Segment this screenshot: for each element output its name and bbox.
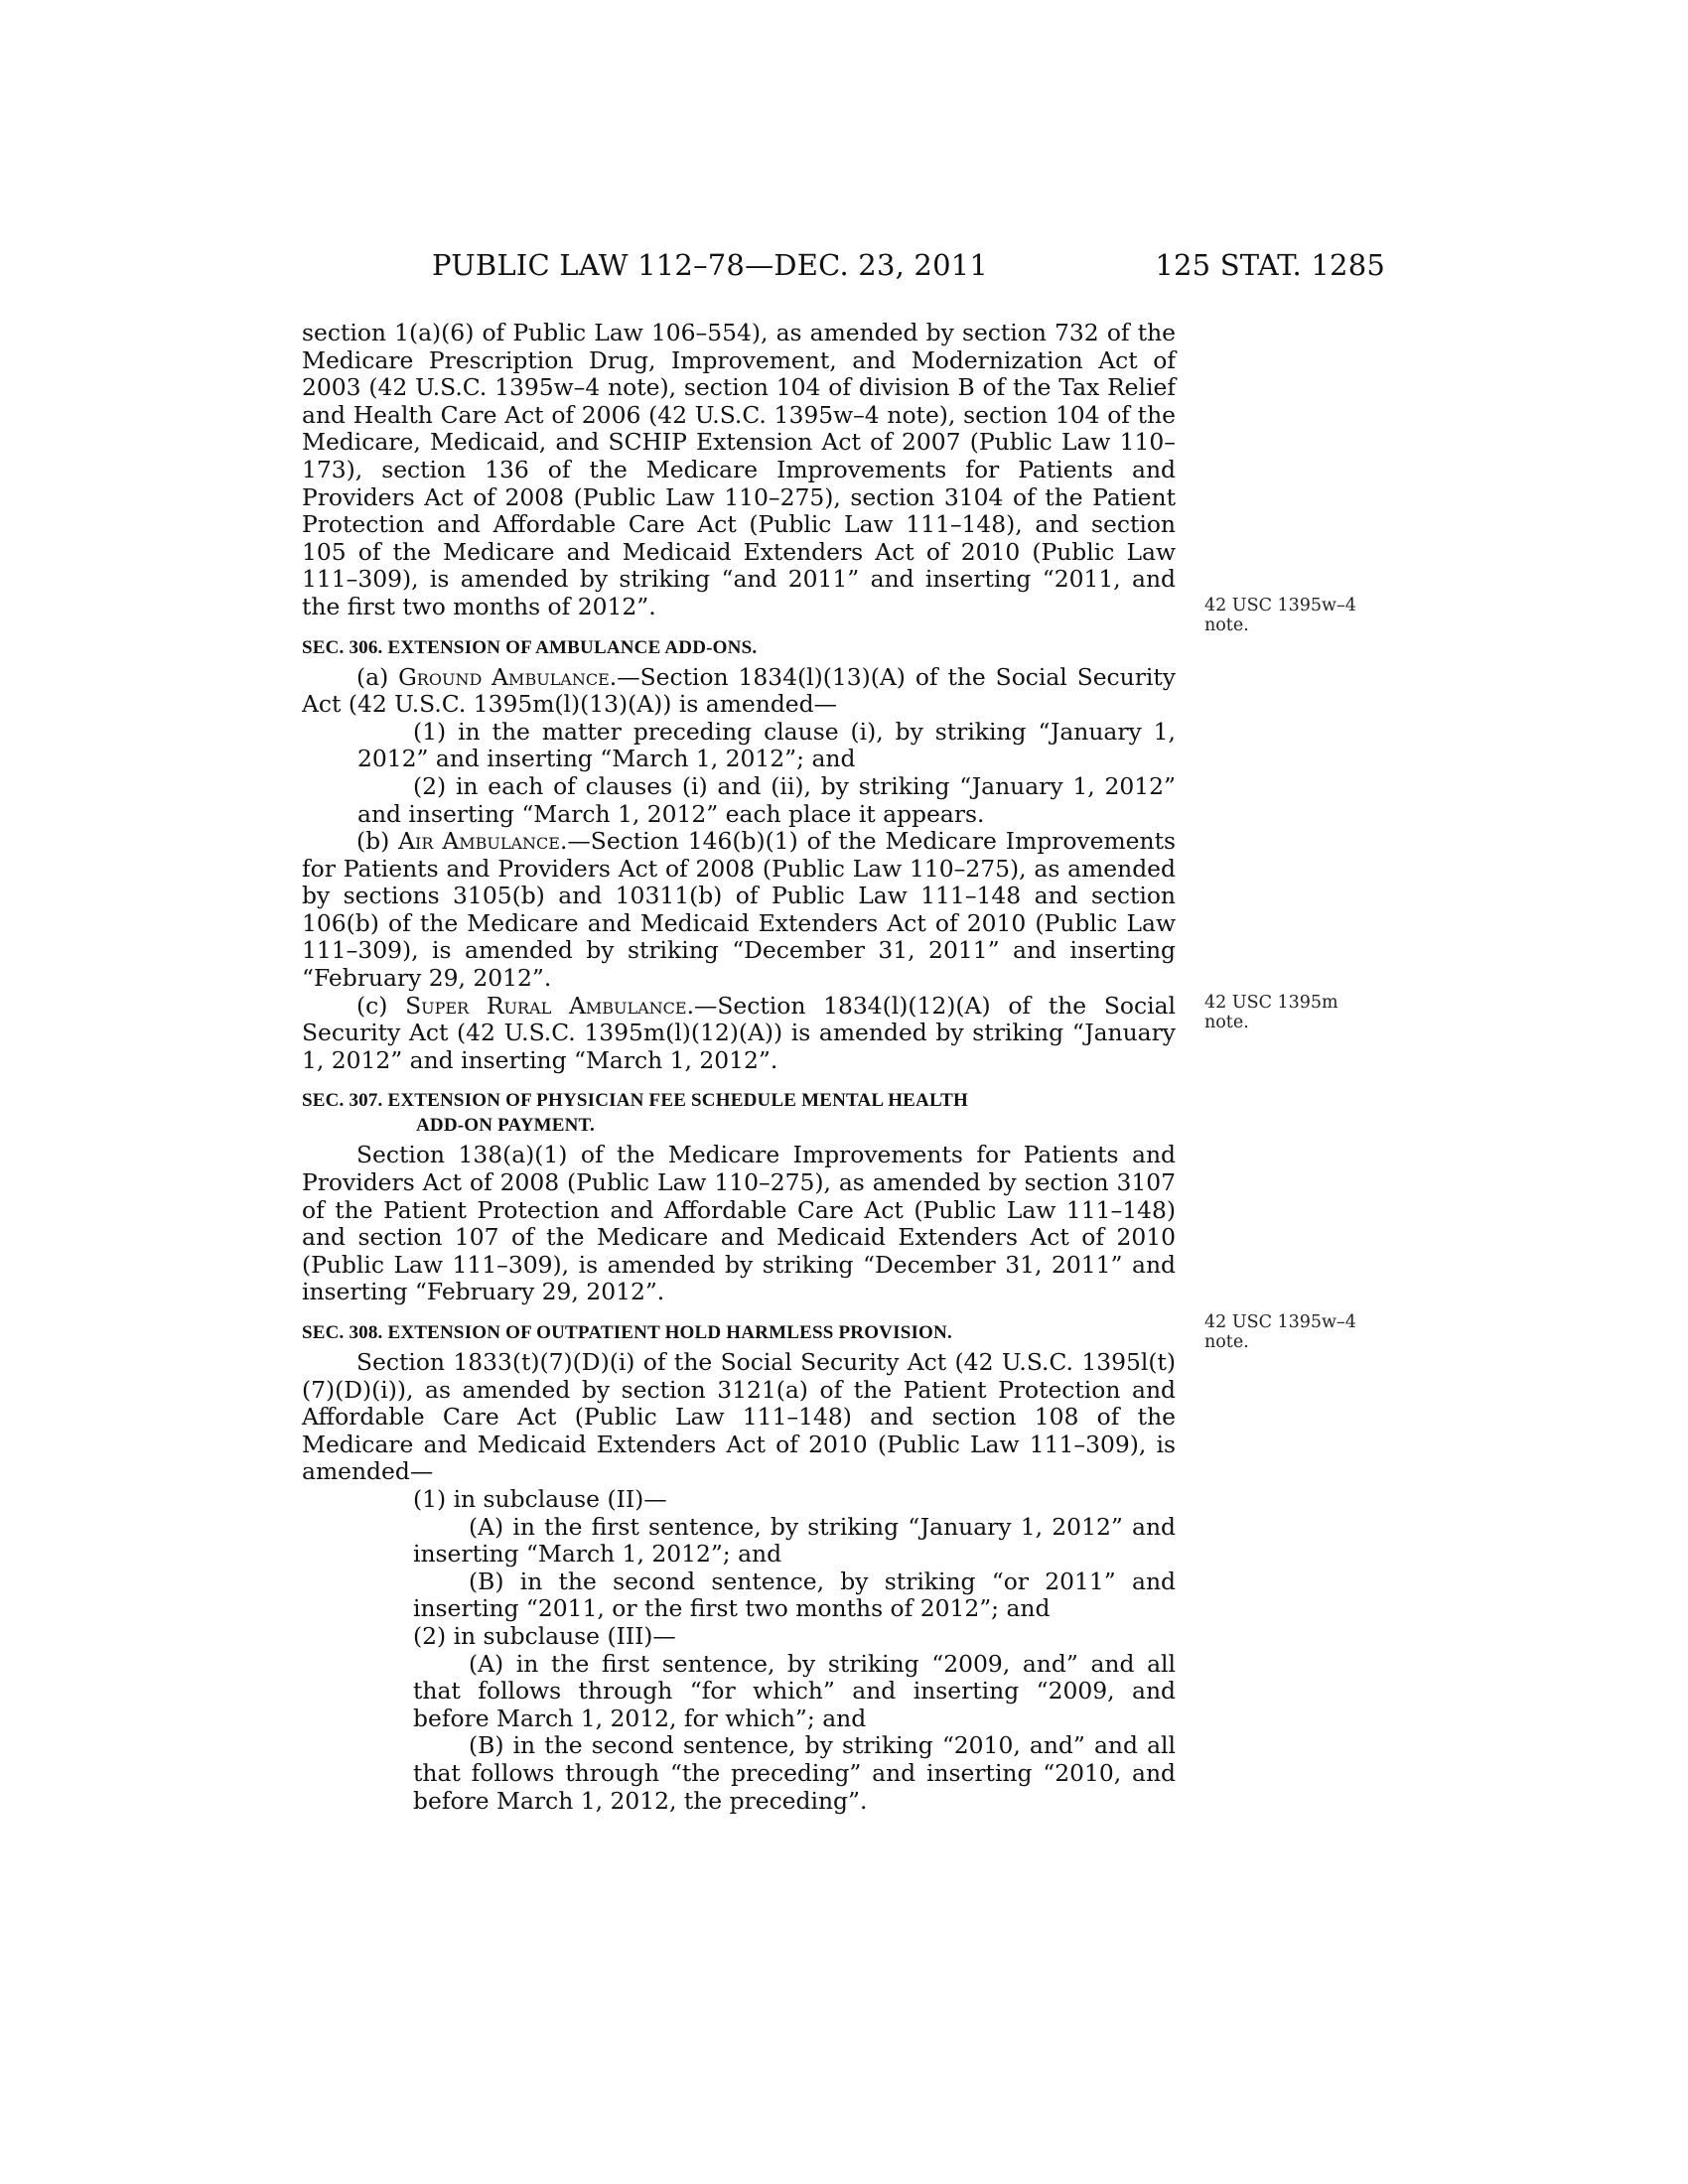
intro-paragraph: section 1(a)(6) of Public Law 106–554), as amended by section 732 of the Medicare Prescription Drug, Improvement, and Modernization Act of 2003 (42 U.S.C. 1395w–4 note), section 104 of division B of the Tax Relief and Health Care Act of 2006 (42 U.S.C. 1395w–4 note), section 104 of the Medicare, Medicaid, and SCHIP Extension Act of 2007 (Public Law 110–173), section 136 of the Medicare Improvements for Patients and Providers Act of 2008 (Public Law 110–275), section 3104 of the Patient Protection and Affordable Care Act (Public Law 111–148), and section 105 of the Medicare and Medicaid Extenders Act of 2010 (Public Law 111–309), is amended by striking “and 2011” and inserting “2011, and the first two months of 2012”. bbox=[302, 319, 1176, 620]
sec-306-a-text: .—Section 1834(l)(13)(A) of the Social Security Act (42 U.S.C. 1395m(l)(13)(A)) is amended— bbox=[302, 662, 1176, 719]
sec-306-b-caption: Air Ambulance bbox=[398, 827, 560, 856]
sec-308-text: Section 1833(t)(7)(D)(i) of the Social Security Act (42 U.S.C. 1395l(t)(7)(D)(i)), as amended by section 3121(a) of the Patient Protection and Affordable Care Act (Public Law 111–148) and section 108 of the Medicare and Medicaid Extenders Act of 2010 (Public Law 111–309), is amended— bbox=[302, 1348, 1176, 1486]
sec-306-c-label: (c) bbox=[356, 991, 406, 1020]
sec-306-a bbox=[302, 664, 1176, 719]
sec-306-b-text: .—Section 146(b)(1) of the Medicare Improvements for Patients and Providers Act of 2008 (Public Law 110–275), as amended by sections 3105(b) and 10311(b) of Public Law 111–148 and section 106(b) of the Medicare and Medicaid Extenders Act of 2010 (Public Law 111–309), is amended by striking “December 31, 2011” and inserting “February 29, 2012”. bbox=[302, 827, 1176, 993]
sec-306-a-item-2 bbox=[302, 773, 1176, 828]
margin-note-1-line-1: 42 USC 1395w–4 bbox=[1204, 596, 1356, 615]
sec-308-item-1: (1) in subclause (II)— bbox=[413, 1484, 667, 1513]
sec-306-c-caption: Super Rural Ambulance bbox=[405, 991, 687, 1020]
sec-306-c-text: .—Section 1834(l)(12)(A) of the Social Security Act (42 U.S.C. 1395m(l)(12)(A)) is amended by striking “January 1, 2012” and inserting “March 1, 2012”. bbox=[302, 991, 1177, 1074]
sec-307-text: Section 138(a)(1) of the Medicare Improvements for Patients and Providers Act of 2008 (Public Law 110–275), as amended by section 3107 of the Patient Protection and Affordable Care Act (Public Law 111–148) and section 107 of the Medicare and Medicaid Extenders Act of 2010 (Public Law 111–309), is amended by striking “December 31, 2011” and inserting “February 29, 2012”. bbox=[302, 1141, 1176, 1306]
law-title: PUBLIC LAW 112–78—DEC. 23, 2011 bbox=[432, 248, 989, 282]
sec-306-heading: SEC. 306. EXTENSION OF AMBULANCE ADD-ONS. bbox=[302, 636, 758, 658]
sec-308-item-2-b: (B) in the second sentence, by striking “2010, and” and all that follows through “the preceding” and inserting “2010, and before March 1, 2012, the preceding”. bbox=[413, 1731, 1176, 1815]
sec-308-item-2-a: (A) in the first sentence, by striking “2009, and” and all that follows through “for which” and inserting “2009, and before March 1, 2012, for which”; and bbox=[413, 1649, 1176, 1732]
sec-308-item-1-a: (A) in the first sentence, by striking “January 1, 2012” and inserting “March 1, 2012”; and bbox=[413, 1512, 1176, 1569]
margin-note-2-line-2: note. bbox=[1204, 1013, 1249, 1032]
page-header bbox=[432, 248, 1385, 288]
sec-307-heading bbox=[302, 1088, 1176, 1138]
margin-note-1-line-2: note. bbox=[1204, 615, 1249, 635]
margin-note-3-line-2: note. bbox=[1204, 1332, 1249, 1352]
sec-306-a-item-1 bbox=[302, 719, 1176, 773]
sec-307-heading-line-2: ADD-ON PAYMENT. bbox=[416, 1115, 595, 1137]
sec-307-heading-line-1: SEC. 307. EXTENSION OF PHYSICIAN FEE SCHEDULE MENTAL HEALTH bbox=[302, 1090, 968, 1112]
statute-page-number: 125 STAT. 1285 bbox=[1155, 248, 1385, 282]
sec-306-b bbox=[302, 828, 1176, 993]
sec-306-b-label: (b) bbox=[356, 827, 399, 856]
margin-note-1 bbox=[1204, 596, 1383, 635]
margin-note-3 bbox=[1204, 1312, 1383, 1352]
sec-306-a-item-2-text: (2) in each of clauses (i) and (ii), by striking “January 1, 2012” and inserting “March 1, 2012” each place it appears. bbox=[357, 771, 1176, 828]
sec-306-a-item-1-text: (1) in the matter preceding clause (i), by striking “January 1, 2012” and inserting “March 1, 2012”; and bbox=[357, 717, 1176, 773]
sec-306-a-label: (a) bbox=[356, 662, 399, 691]
margin-note-2-line-1: 42 USC 1395m bbox=[1204, 993, 1338, 1013]
sec-308-item-2: (2) in subclause (III)— bbox=[413, 1621, 676, 1650]
sec-308-item-1-b: (B) in the second sentence, by striking “or 2011” and inserting “2011, or the first two months of 2012”; and bbox=[413, 1567, 1176, 1623]
margin-note-3-line-1: 42 USC 1395w–4 bbox=[1204, 1312, 1356, 1332]
sec-306-a-caption: Ground Ambulance bbox=[398, 662, 610, 691]
document-body bbox=[302, 320, 1176, 1815]
sec-308-heading: SEC. 308. EXTENSION OF OUTPATIENT HOLD HARMLESS PROVISION. bbox=[302, 1322, 952, 1343]
sec-306-c bbox=[302, 993, 1176, 1075]
margin-note-2 bbox=[1204, 993, 1383, 1032]
